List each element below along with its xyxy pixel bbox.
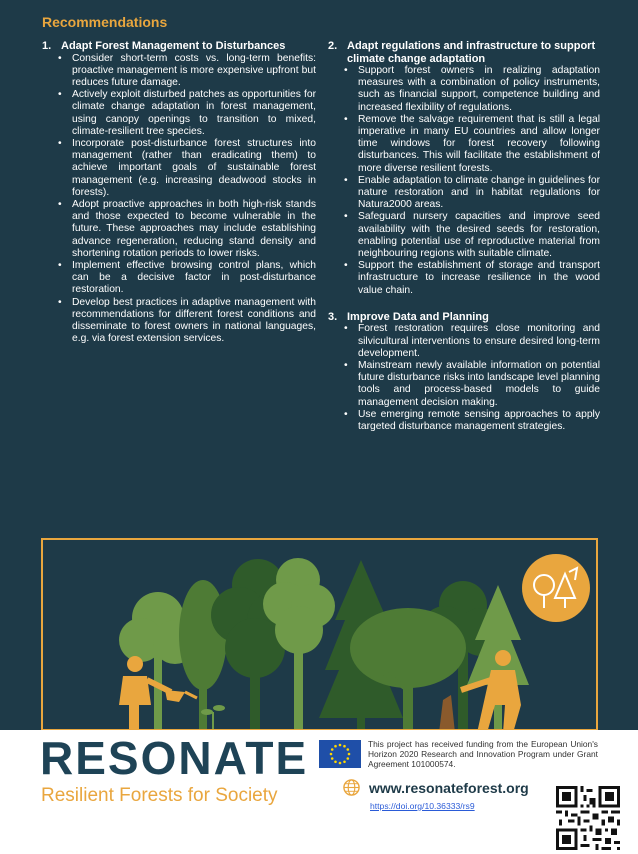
section-1-title-text: Adapt Forest Management to Disturbances	[61, 40, 286, 52]
website-link[interactable]: www.resonateforest.org	[369, 779, 529, 796]
tagline: Resilient Forests for Society	[41, 785, 278, 806]
list-item: • Safeguard nursery capacities and improve seed availability with the desired seeds for restoration, enabling potential use of reproductive material from neighbouring regions with suitable climate.	[344, 211, 600, 260]
list-item: • Remove the salvage requirement that is still a legal imperative in many EU countries and allow longer time windows for forest recovery following disturbances. This will facilitate the establishment of more diverse resilient forests.	[344, 114, 600, 175]
list-item: • Mainstream newly available information on potential future disturbance risks into landscape level planning tools and process-based models to guide management decision making.	[344, 360, 600, 409]
qr-code[interactable]	[556, 786, 620, 850]
list-item: • Actively exploit disturbed patches as opportunities for climate change adaptation in forest management, using canopy openings to transition to mixed, climate-resilient tree species.	[58, 89, 316, 138]
list-item: • Incorporate post-disturbance forest structures into management (rather than eradicating them) to achieve important goals of sustainable forest management (e.g. increasing deadwood stocks in forests).	[58, 138, 316, 199]
section-2-number: 2.	[328, 40, 338, 52]
list-item: • Consider short-term costs vs. long-term benefits: proactive management is more expensive upfront but reduces future damage.	[58, 53, 316, 90]
list-item: • Use emerging remote sensing approaches to apply targeted disturbance management strategies.	[344, 409, 600, 433]
eu-flag-icon	[319, 740, 361, 768]
list-item: • Implement effective browsing control plans, which can be a decisive factor in post-disturbance restoration.	[58, 260, 316, 297]
section-1-list	[42, 53, 316, 346]
forest-illustration	[41, 538, 598, 731]
globe-icon	[343, 779, 360, 796]
funding-statement: This project has received funding from the European Union's Horizon 2020 Research and Innovation Program under Grant Agreement 101000574.	[368, 739, 598, 770]
stump	[439, 695, 455, 731]
column-left	[42, 40, 316, 355]
tree-badge-icon	[522, 554, 590, 622]
section-3-number: 3.	[328, 310, 338, 323]
section-2-title	[328, 40, 600, 65]
list-item: • Adopt proactive approaches in both high-risk stands and those expected to become vulnerable in the future. These approaches may include establishing advance regeneration, reducing stand density and shortening rotation periods to lower risks.	[58, 199, 316, 260]
list-item: • Support forest owners in realizing adaptation measures with a combination of policy instruments, such as financial support, competence building and increased flexibility of regulations.	[344, 65, 600, 114]
section-1-number: 1.	[42, 40, 52, 52]
resonate-logo: RESONATE	[40, 732, 309, 784]
page-heading: Recommendations	[42, 14, 168, 30]
list-item: • Develop best practices in adaptive management with recommendations for different forest conditions and disseminate to forest owners in national languages, e.g. via forest extension services.	[58, 297, 316, 346]
section-3-title	[328, 311, 600, 324]
section-3-list	[328, 323, 600, 433]
list-item: • Support the establishment of storage and transport infrastructure to increase resilience in the wood value chain.	[344, 260, 600, 297]
list-item: • Enable adaptation to climate change in guidelines for nature restoration and in habitat regulations for Natura2000 areas.	[344, 175, 600, 212]
section-2-title-text: Adapt regulations and infrastructure to support climate change adaptation	[347, 40, 596, 65]
section-2-list	[328, 65, 600, 297]
website-row	[343, 779, 529, 796]
section-3-title-text: Improve Data and Planning	[347, 310, 489, 323]
column-right	[328, 40, 600, 443]
doi-link[interactable]: https://doi.org/10.36333/rs9	[370, 801, 475, 811]
section-1-title	[42, 40, 316, 53]
list-item: • Forest restoration requires close monitoring and silvicultural interventions to ensure desired long-term development.	[344, 323, 600, 360]
